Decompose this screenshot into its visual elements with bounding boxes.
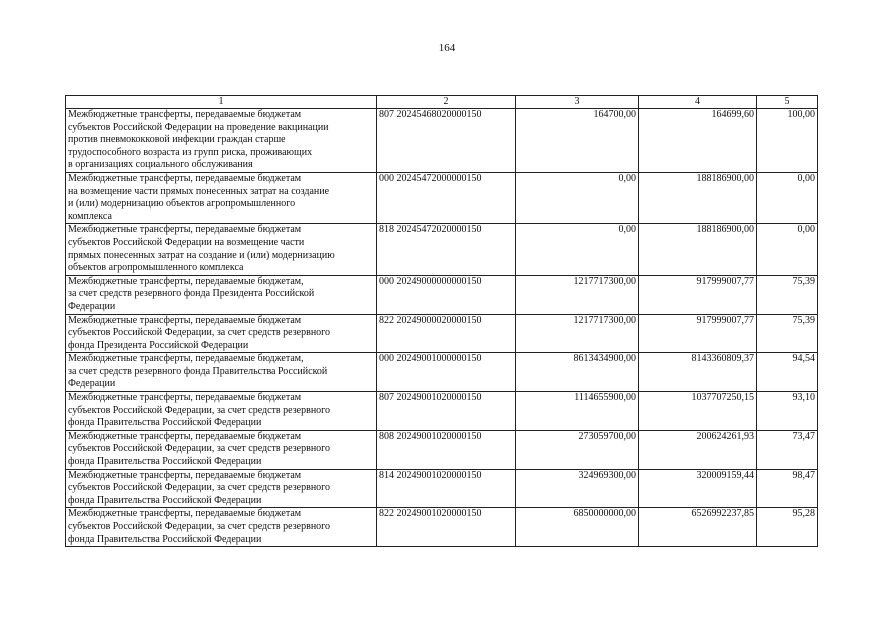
row-name-line: фонда Правительства Российской Федерации [68,494,262,506]
row-code: 818 20245472020000150 [377,224,516,275]
row-name-line: Межбюджетные трансферты, передаваемые бюджетам [68,224,302,236]
row-name [66,392,377,431]
row-code: 000 20249001000000150 [377,353,516,392]
row-col4-value: 6526992237,85 [639,508,757,547]
table-row [66,508,818,547]
row-col5-percent: 94,54 [757,353,818,392]
row-name-line: за счет средств резервного фонда Президента Российской [68,288,315,300]
row-name [66,109,377,173]
row-name-line: Межбюджетные трансферты, передаваемые бюджетам [68,314,302,326]
row-name-line: Межбюджетные трансферты, передаваемые бюджетам [68,469,302,481]
row-col3-value: 8613434900,00 [516,353,639,392]
table-row [66,314,818,353]
row-col5-percent: 73,47 [757,430,818,469]
row-name-line: фонда Правительства Российской Федерации [68,456,262,468]
row-name-line: Межбюджетные трансферты, передаваемые бюджетам [68,508,302,520]
row-name-line: трудоспособного возраста из групп риска, проживающих [68,146,313,158]
row-col4-value: 917999007,77 [639,314,757,353]
row-col4-value: 1037707250,15 [639,392,757,431]
row-name-line: субъектов Российской Федерации, за счет средств резервного [68,404,331,416]
row-name-line: против пневмококковой инфекции граждан старше [68,134,286,146]
row-col5-percent: 0,00 [757,172,818,223]
row-name-line: фонда Правительства Российской Федерации [68,417,262,429]
row-col3-value: 6850000000,00 [516,508,639,547]
row-col4-value: 917999007,77 [639,275,757,314]
row-col3-value: 0,00 [516,224,639,275]
row-name-line: фонда Президента Российской Федерации [68,339,249,351]
row-code: 808 20249001020000150 [377,430,516,469]
row-col4-value: 8143360809,37 [639,353,757,392]
row-code: 814 20249001020000150 [377,469,516,508]
row-code: 000 20245472000000150 [377,172,516,223]
row-col4-value: 188186900,00 [639,172,757,223]
row-name-line: фонда Правительства Российской Федерации [68,533,262,545]
row-col3-value: 1217717300,00 [516,275,639,314]
header-cell-5: 5 [757,96,818,109]
row-name-line: субъектов Российской Федерации, за счет средств резервного [68,482,331,494]
row-code: 822 20249000020000150 [377,314,516,353]
row-name-line: объектов агропромышленного комплекса [68,262,244,274]
row-name-line: Межбюджетные трансферты, передаваемые бюджетам [68,392,302,404]
table-row [66,275,818,314]
row-name-line: Федерации [68,378,116,390]
table-row [66,172,818,223]
row-col5-percent: 75,39 [757,275,818,314]
row-col5-percent: 0,00 [757,224,818,275]
table-row [66,353,818,392]
row-col3-value: 324969300,00 [516,469,639,508]
row-name-line: Межбюджетные трансферты, передаваемые бюджетам [68,172,302,184]
header-row [66,96,818,109]
row-name-line: за счет средств резервного фонда Правительства Российской [68,365,328,377]
row-name-line: комплекса [68,210,112,222]
row-code: 000 20249000000000150 [377,275,516,314]
row-name [66,469,377,508]
row-name [66,314,377,353]
row-name-line: на возмещение части прямых понесенных затрат на создание [68,185,330,197]
row-col3-value: 164700,00 [516,109,639,173]
row-name [66,172,377,223]
table-row [66,430,818,469]
row-name-line: субъектов Российской Федерации, за счет средств резервного [68,443,331,455]
row-name-line: Межбюджетные трансферты, передаваемые бюджетам [68,109,302,120]
header-cell-3: 3 [516,96,639,109]
row-name [66,353,377,392]
row-code: 807 20249001020000150 [377,392,516,431]
table-body [66,109,818,547]
table-row [66,469,818,508]
row-name [66,275,377,314]
row-name-line: и (или) модернизацию объектов агропромышленного [68,198,296,210]
row-name-line: субъектов Российской Федерации, за счет средств резервного [68,327,331,339]
header-cell-2: 2 [377,96,516,109]
row-col5-percent: 98,47 [757,469,818,508]
row-col3-value: 273059700,00 [516,430,639,469]
budget-table [65,95,818,547]
row-name [66,508,377,547]
row-col4-value: 200624261,93 [639,430,757,469]
row-name-line: Межбюджетные трансферты, передаваемые бюджетам [68,430,302,442]
row-col5-percent: 100,00 [757,109,818,173]
row-col4-value: 188186900,00 [639,224,757,275]
table-row [66,392,818,431]
row-col5-percent: 95,28 [757,508,818,547]
row-name-line: прямых понесенных затрат на создание и (или) модернизацию [68,249,335,261]
row-name [66,224,377,275]
row-name-line: субъектов Российской Федерации на возмещение части [68,236,305,248]
row-col5-percent: 75,39 [757,314,818,353]
row-col3-value: 1217717300,00 [516,314,639,353]
row-col4-value: 320009159,44 [639,469,757,508]
row-name-line: субъектов Российской Федерации, за счет средств резервного [68,521,331,532]
header-cell-1: 1 [66,96,377,109]
row-col3-value: 0,00 [516,172,639,223]
row-name-line: в организациях социального обслуживания [68,159,253,171]
row-col3-value: 1114655900,00 [516,392,639,431]
row-col5-percent: 93,10 [757,392,818,431]
table-row [66,109,818,173]
row-name-line: Федерации [68,300,116,312]
row-name-line: Межбюджетные трансферты, передаваемые бюджетам, [68,275,304,287]
header-cell-4: 4 [639,96,757,109]
page-number: 164 [438,42,456,54]
row-name-line: Межбюджетные трансферты, передаваемые бюджетам, [68,353,304,365]
row-col4-value: 164699,60 [639,109,757,173]
row-name-line: субъектов Российской Федерации на проведение вакцинации [68,121,329,133]
table-row [66,224,818,275]
row-code: 807 20245468020000150 [377,109,516,173]
row-code: 822 20249001020000150 [377,508,516,547]
row-name [66,430,377,469]
